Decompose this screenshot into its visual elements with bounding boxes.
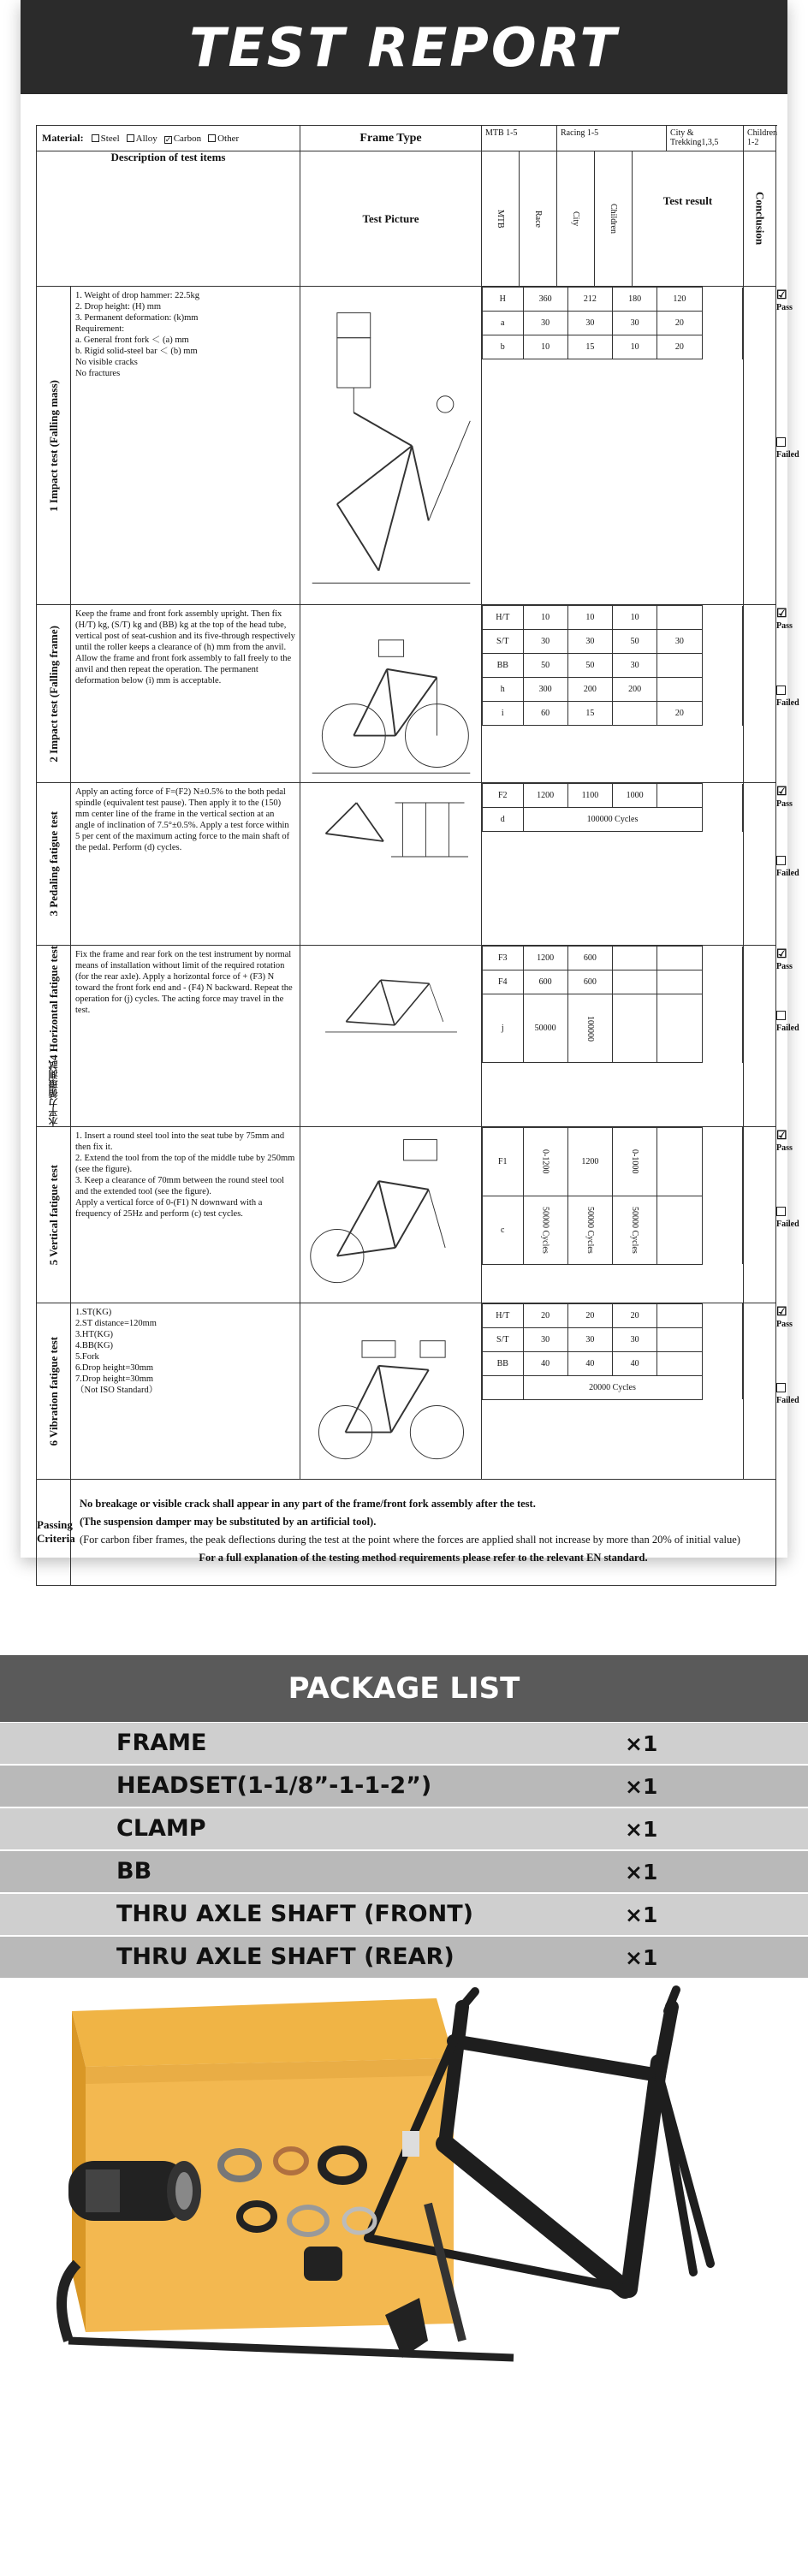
value-row [483,1303,743,1327]
parameter-value: 60 [523,702,567,726]
parameter-value [613,970,657,994]
parameter-value: 20 [613,1303,657,1327]
description-line: Fix the frame and rear fork on the test instrument by normal means of installation without limit of the required rotation (for the rear axle). Apply a horizontal force of + (F3) N toward the front fork end and - (F4) N backward. Repeat the operation for (j) cycles. The acting force may travel in the test. [75,950,293,1015]
conclusion-heading: Conclusion [744,151,776,287]
value-row [483,1127,743,1196]
parameter-value [613,994,657,1063]
description-line: 3. Permanent deformation: (k)mm [75,313,199,323]
package-item-name: THRU AXLE SHAFT (FRONT) [116,1901,473,1927]
package-item-qty: ×1 [625,1774,658,1799]
parameter-value: 30 [657,630,702,654]
parameter-value: 300 [523,678,567,702]
test-label [37,1126,71,1303]
material-option-other: Other [208,134,239,144]
parameter-value: 30 [567,1327,612,1351]
test-label [37,1303,71,1479]
package-item [0,1894,808,1935]
material-option-steel: Steel [92,134,120,144]
description-line: 6.Drop height=30mm [75,1362,154,1373]
parameter-value: 100000 [567,994,612,1063]
value-row [483,1327,743,1351]
failed-checkbox-icon [776,1207,786,1216]
parameter-value: 40 [523,1351,567,1375]
package-item-qty: ×1 [625,1731,658,1756]
value-row [483,1351,743,1375]
package-item [0,1808,808,1849]
test-result-cell [744,783,776,946]
parameter-value: 1200 [523,947,567,970]
frame-type-city: City & Trekking1,3,5 [667,126,744,151]
package-item-name: CLAMP [116,1815,206,1842]
parameter-value: 20 [657,335,702,359]
test-description [71,783,300,946]
test-name: 2 Impact test (Falling frame) [46,625,60,763]
parameter-value: 10 [523,606,567,630]
frame-type-label: Frame Type [300,126,482,151]
description-line: 2. Extend the tool from the top of the middle tube by 250mm (see the figure). [75,1153,295,1174]
description-line: a. General front fork ＜ (a) mm [75,335,189,345]
test-diagram-image [304,609,478,779]
package-item [0,1766,808,1807]
spacer-cell [702,678,743,702]
description-line: 7.Drop height=30mm [75,1374,154,1384]
test-rows [37,287,799,1480]
checkbox-icon: ✓ [164,135,172,144]
value-row [483,947,743,970]
report-title: TEST REPORT [189,15,619,79]
parameter-value [657,606,702,630]
value-row [483,808,743,832]
material-option-alloy: Alloy [127,134,157,144]
test-label [37,287,71,605]
parameter-value: 0-1200 [523,1127,567,1196]
spacer-cell [702,994,743,1063]
package-list-title: PACKAGE LIST [288,1671,520,1706]
description-line: 1. Weight of drop hammer: 22.5kg [75,291,200,300]
description-line: b. Rigid solid-steel bar ＜ (b) mm [75,347,198,356]
parameter-key: j [483,994,524,1063]
parameter-value: 10 [523,335,567,359]
test-picture-heading: Test Picture [300,151,482,287]
parameter-key: S/T [483,630,524,654]
test-picture [300,1126,482,1303]
parameter-value: 50000 Cycles [523,1196,567,1264]
package-list-header [0,1655,808,1722]
parameter-key: H/T [483,606,524,630]
test-row: 3 Pedaling fatigue test Apply an acting force of F=(F2) N±0.5% to the both pedal spindle (equivalent test pause). Then apply it to the (150) mm center line of the frame in the vertical section at an angle of inclination of 7.5°±0.5%. Apply a test force within 5 per cent of the maximum acting force to the main shaft of the pedal. Perform (d) cycles. F2 1200 1100 1000 d 100000 Cycles ☑ Pass Failed [37,783,776,946]
parameter-key: H [483,288,524,312]
parameter-key: a [483,312,524,335]
criteria-line: For a full explanation of the testing method requirements please refer to the relevant EN standard. [199,1552,648,1564]
spacer-cell [702,288,743,312]
report-banner [21,0,787,94]
package-item-name: HEADSET(1-1/8”-1-1-2”) [116,1772,432,1799]
test-diagram-image [304,1307,478,1475]
parameter-value: 1000 [613,784,657,808]
description-line: 2. Drop height: (H) mm [75,302,162,312]
parameter-value: 50000 Cycles [613,1196,657,1264]
description-line: No fractures [75,369,121,378]
material-label: Material: [42,132,84,144]
package-item [0,1937,808,1978]
spacer-cell [702,312,743,335]
criteria-line: (For carbon fiber frames, the peak deflections during the test at the point where the forces are applied shall not increase by more than 20% of initial value) [80,1534,740,1546]
parameter-value: 1200 [523,784,567,808]
spacer-cell [702,970,743,994]
value-row [483,630,743,654]
column-city: City [557,151,595,287]
parameter-key: BB [483,654,524,678]
description-line: Requirement: [75,324,125,334]
parameter-key: c [483,1196,524,1264]
description-heading: Description of test items [37,151,300,287]
parameter-value [657,947,702,970]
test-name: 6 Vibration fatigue test [46,1336,60,1446]
test-subname: 水平力循環測試 [48,1059,59,1126]
test-row: 5 Vertical fatigue test 1. Insert a round steel tool into the seat tube by 75mm and then fix it. 2. Extend the tool from the top of the middle tube by 250mm (see the figure). 3. Keep a clearance of 70mm between the round steel tool and the extended tool (see the figure). Apply a vertical force of 0-(F1) N downward with a frequency of 25Hz and perform (c) test cycles. F1 0-1200 1200 0-1000 c 50000 Cycles 50000 Cycles 50000 Cycles ☑ Pass Failed [37,1126,776,1303]
spacer-cell [702,947,743,970]
parameter-value [657,1303,702,1327]
parameter-value: 120 [657,288,702,312]
failed-checkbox-icon [776,437,786,447]
parameter-value [613,947,657,970]
parameter-key: F4 [483,970,524,994]
description-line: 3. Keep a clearance of 70mm between the round steel tool and the extended tool (see the figure). [75,1175,285,1196]
test-row: 4 Horizontal fatigue test 水平力循環測試 Fix the frame and rear fork on the test instrument by normal means of installation without limit of the required rotation (for the rear axle). Apply a horizontal force of + (F3) N toward the front fork end and - (F4) N backward. Repeat the operation for (j) cycles. The acting force may travel in the test. F3 1200 600 F4 600 600 j 50000 100000 ☑ Pass Failed [37,946,776,1127]
criteria-line: (The suspension damper may be substituted by an artificial tool). [80,1516,377,1528]
parameter-key: b [483,335,524,359]
spacer-cell [702,808,743,832]
test-picture [300,287,482,605]
description-line: 5.Fork [75,1351,99,1362]
parameter-value: 20 [567,1303,612,1327]
test-label [37,946,71,1127]
test-result-cell [744,605,776,783]
parameter-value [657,654,702,678]
value-row [483,312,743,335]
package-item-qty: ×1 [625,1860,658,1885]
parameter-value [657,1196,702,1264]
description-line: No visible cracks [75,358,138,367]
test-description [71,605,300,783]
column-mtb: MTB [482,151,520,287]
parameter-value: 20 [657,702,702,726]
parameter-value: 20000 Cycles [523,1375,702,1399]
parameter-value: 40 [567,1351,612,1375]
value-row [483,606,743,630]
checkbox-icon [208,134,216,142]
test-diagram-image [304,291,478,601]
parameter-value [657,1351,702,1375]
spacer-cell [702,1327,743,1351]
test-picture [300,605,482,783]
material-cell [37,126,300,151]
parameter-key: F3 [483,947,524,970]
test-description [71,287,300,605]
column-children: Children [595,151,633,287]
test-row: 2 Impact test (Falling frame) Keep the frame and front fork assembly upright. Then fix (H/T) kg, (S/T) kg and (BB) kg at the top of the head tube, vertical post of seat-cushion and its five-through respectively until the roller keeps a clearance of (h) mm from the anvil. Allow the frame and front fork assembly to fall freely to the anvil and then repeat the operation. The permanent deformation below (i) mm is acceptable. H/T 10 10 10 S/T 30 30 50 30 BB 50 50 30 h 300 200 200 i 60 15 20 ☑ Pass Failed [37,605,776,783]
package-item [0,1851,808,1892]
criteria-line: No breakage or visible crack shall appear in any part of the frame/front fork assembly after the test. [80,1498,536,1511]
parameter-value [657,678,702,702]
passing-criteria-label: Passing Criteria [37,1479,71,1585]
test-picture [300,1303,482,1479]
parameter-value: 0-1000 [613,1127,657,1196]
parameter-value: 30 [523,1327,567,1351]
package-item-qty: ×1 [625,1817,658,1842]
spacer-cell [702,1127,743,1196]
parameter-value [657,994,702,1063]
parameter-value: 1100 [567,784,612,808]
spacer-cell [702,784,743,808]
material-options [92,132,247,144]
parameter-value [613,702,657,726]
parameter-value: 15 [567,702,612,726]
parameter-value: 600 [567,970,612,994]
description-line: 1. Insert a round steel tool into the seat tube by 75mm and then fix it. [75,1131,285,1152]
parameter-value: 10 [567,606,612,630]
parameter-key: F1 [483,1127,524,1196]
spacer-cell [702,1303,743,1327]
test-result-heading: Test result [633,151,744,287]
spacer-cell [702,335,743,359]
test-diagram-image [304,787,478,941]
value-row [483,1375,743,1399]
parameter-value: 50 [613,630,657,654]
test-name: 4 Horizontal fatigue test [46,946,60,1060]
description-line: Apply an acting force of F=(F2) N±0.5% to the both pedal spindle (equivalent test pause). Then apply it to the (150) mm center line of the frame in the vertical section at an angle of inclination of 7.5°±0.5%. Apply a test force within 5 per cent of the maximum acting force to the main shaft of the pedal. Perform (d) cycles. [75,787,290,852]
test-result-cell [744,946,776,1127]
bottom-bracket-image [68,2161,201,2221]
report-table [36,125,799,1586]
failed-checkbox-icon [776,856,786,865]
test-diagram-image [304,1131,478,1298]
parameter-value: 50000 [523,994,567,1063]
failed-checkbox-icon [776,1383,786,1392]
parameter-key: h [483,678,524,702]
passing-criteria-text [71,1479,776,1585]
parameter-value: 30 [567,312,612,335]
frame-type-mtb: MTB 1-5 [482,126,557,151]
parameter-key: H/T [483,1303,524,1327]
checkbox-icon [127,134,134,142]
test-result-cell [744,1126,776,1303]
spacer-cell [702,654,743,678]
package-item-qty: ×1 [625,1945,658,1970]
value-row [483,288,743,312]
value-row [483,335,743,359]
test-values [482,946,744,1127]
parameter-value: 50 [567,654,612,678]
description-line: Keep the frame and front fork assembly upright. Then fix (H/T) kg, (S/T) kg and (BB) kg at the top of the head tube, vertical post of seat-cushion and its five-through respectively until the roller keeps a clearance of (h) mm from the anvil. Allow the frame and front fork assembly to fall freely to the anvil and then repeat the operation. The permanent deformation below (i) mm is acceptable. [75,609,295,686]
parameter-value: 15 [567,335,612,359]
test-diagram-image [304,966,478,1105]
description-line: 4.BB(KG) [75,1340,114,1350]
value-row [483,654,743,678]
parameter-value: 212 [567,288,612,312]
test-description [71,1303,300,1479]
parameter-key: BB [483,1351,524,1375]
test-row: 6 Vibration fatigue test 1.ST(KG) 2.ST distance=120mm 3.HT(KG) 4.BB(KG) 5.Fork 6.Drop height=30mm 7.Drop height=30mm （Not ISO Standard） H/T 20 20 20 S/T 30 30 30 BB 40 40 40 20000 Cycles ☑ Pass Failed [37,1303,776,1479]
package-item-name: BB [116,1858,152,1885]
test-picture [300,946,482,1127]
parameter-value: 30 [613,1327,657,1351]
parameter-value: 200 [613,678,657,702]
package-item-name: THRU AXLE SHAFT (REAR) [116,1944,454,1970]
parameter-key: i [483,702,524,726]
parameter-value [657,1127,702,1196]
spacer-cell [702,702,743,726]
test-description [71,946,300,1127]
test-values [482,783,744,946]
parameter-value: 30 [523,312,567,335]
spacer-cell [702,1375,743,1399]
parameter-value [657,1327,702,1351]
test-report-sheet [21,0,799,1564]
checkbox-icon [92,134,99,142]
parameter-value: 30 [567,630,612,654]
parameter-value: 1200 [567,1127,612,1196]
parameter-key: d [483,808,524,832]
test-row: 1 Impact test (Falling mass) 1. Weight of drop hammer: 22.5kg 2. Drop height: (H) mm 3. Permanent deformation: (k)mm Requirement: a. General front fork ＜ (a) mm b. Rigid solid-steel bar ＜ (b) mm No visible cracks No fractures H 360 212 180 120 a 30 30 30 20 b 10 15 10 20 ☑ Pass Failed [37,287,776,605]
test-result-cell [744,1303,776,1479]
value-row [483,994,743,1063]
product-photo [0,1981,808,2576]
parameter-value: 30 [523,630,567,654]
test-description [71,1126,300,1303]
value-row [483,970,743,994]
parameter-key [483,1375,524,1399]
package-item [0,1723,808,1764]
value-row [483,702,743,726]
parameter-value: 30 [613,312,657,335]
parameter-value: 10 [613,335,657,359]
test-values [482,605,744,783]
parameter-value: 200 [567,678,612,702]
parameter-value: 20 [523,1303,567,1327]
spacer-cell [702,630,743,654]
value-row [483,784,743,808]
frame-type-children: Children 1-2 [744,126,776,151]
parameter-value: 10 [613,606,657,630]
parameter-value: 50 [523,654,567,678]
parameter-value: 360 [523,288,567,312]
column-race: Race [520,151,557,287]
test-result-cell [744,287,776,605]
value-row [483,1196,743,1264]
spacer-cell [702,1196,743,1264]
description-line: 2.ST distance=120mm [75,1318,157,1328]
test-values [482,1303,744,1479]
parameter-value: 40 [613,1351,657,1375]
description-line: （Not ISO Standard） [75,1385,158,1395]
test-values [482,1126,744,1303]
package-item-name: FRAME [116,1730,207,1756]
parameter-value: 180 [613,288,657,312]
parameter-value: 30 [613,654,657,678]
spacer-cell [702,606,743,630]
material-option-carbon: ✓ Carbon [164,134,202,144]
test-picture [300,783,482,946]
test-values [482,287,744,605]
failed-checkbox-icon [776,1011,786,1020]
parameter-value: 50000 Cycles [567,1196,612,1264]
parameter-value: 600 [523,970,567,994]
test-name: 1 Impact test (Falling mass) [46,379,60,512]
parameter-value: 600 [567,947,612,970]
value-row [483,678,743,702]
failed-checkbox-icon [776,686,786,695]
parameter-key: F2 [483,784,524,808]
test-label [37,783,71,946]
parameter-value [657,970,702,994]
parameter-value [657,784,702,808]
description-line: 1.ST(KG) [75,1307,112,1317]
frame-type-racing: Racing 1-5 [557,126,667,151]
description-line: 3.HT(KG) [75,1329,114,1339]
spacer-cell [702,1351,743,1375]
parameter-key: S/T [483,1327,524,1351]
parameter-value: 100000 Cycles [523,808,702,832]
test-name: 5 Vertical fatigue test [46,1164,60,1266]
package-item-qty: ×1 [625,1902,658,1927]
test-label [37,605,71,783]
description-line: Apply a vertical force of 0-(F1) N downward with a frequency of 25Hz and perform (c) test cycles. [75,1197,263,1219]
parameter-value: 20 [657,312,702,335]
test-name: 3 Pedaling fatigue test [46,811,60,917]
